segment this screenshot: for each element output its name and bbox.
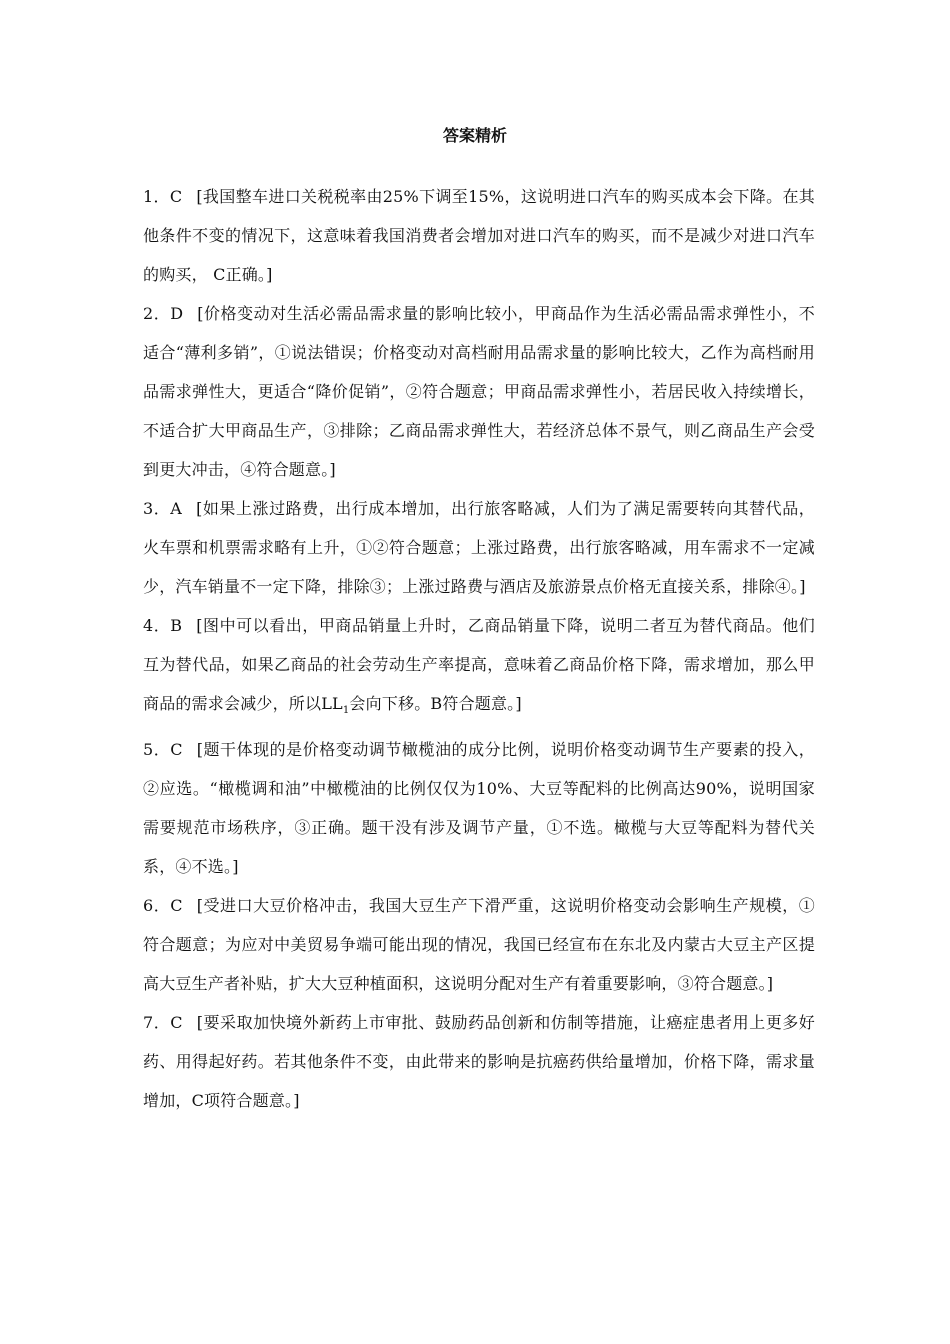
answer-item-3 [143, 489, 815, 606]
page-title: 答案精析 [442, 126, 507, 145]
answer-item-4 [143, 606, 815, 730]
answer-item-6 [143, 886, 815, 1003]
answer-item-5 [143, 730, 815, 886]
item-answer: C [170, 1013, 183, 1033]
item-number: 7． [143, 1013, 171, 1033]
answer-list [143, 177, 815, 1120]
item-answer: C [169, 187, 183, 206]
item-number: 4． [143, 616, 171, 635]
item-explanation-end: 会向下移。B符合题意。] [349, 694, 522, 713]
item-number: 1． [143, 187, 170, 206]
item-explanation: [受进口大豆价格冲击，我国大豆生产下滑严重，这说明价格变动会影响生产规模，①符合题意；为应对中美贸易争端可能出现的情况，我国已经宣布在东北及内蒙古大豆主产区提高大豆生产者补贴，扩大大豆种植面积，这说明分配对生产有着重要影响，③符合题意。] [143, 896, 815, 994]
item-explanation: [图中可以看出，甲商品销量上升时，乙商品销量下降，说明二者互为替代商品。他们互为替代品，如果乙商品的社会劳动生产率提高，意味着乙商品价格下降，需求增加，那么甲商品的需求会减少，所以LL [143, 616, 815, 713]
item-explanation: [要采取加快境外新药上市审批、鼓励药品创新和仿制等措施，让癌症患者用上更多好药、用得起好药。若其他条件不变，由此带来的影响是抗癌药供给量增加，价格下降，需求量增加，C项符合题意。] [143, 1013, 815, 1111]
item-answer: D [170, 304, 184, 323]
item-number: 5． [143, 740, 171, 760]
item-answer: B [170, 616, 183, 635]
item-explanation: [价格变动对生活必需品需求量的影响比较小，甲商品作为生活必需品需求弹性小，不适合“薄利多销”，①说法错误；价格变动对高档耐用品需求量的影响比较大，乙作为高档耐用品需求弹性大，更适合“降价促销”，②符合题意；甲商品需求弹性小，若居民收入持续增长，不适合扩大甲商品生产，③排除；乙商品需求弹性大，若经济总体不景气，则乙商品生产会受到更大冲击，④符合题意。] [143, 304, 815, 479]
answer-item-7 [143, 1003, 815, 1120]
item-answer: C [170, 896, 183, 916]
item-answer: A [170, 499, 183, 518]
item-explanation: [我国整车进口关税税率由25%下调至15%，这说明进口汽车的购买成本会下降。在其他条件不变的情况下，这意味着我国消费者会增加对进口汽车的购买，而不是减少对进口汽车的购买， C正确。] [143, 187, 815, 284]
item-number: 3． [143, 499, 171, 518]
answer-item-1 [143, 177, 815, 294]
item-number: 2． [143, 304, 171, 323]
item-number: 6． [143, 896, 171, 916]
subscript: 1 [342, 705, 350, 717]
answer-item-2 [143, 294, 815, 489]
item-explanation: [题干体现的是价格变动调节橄榄油的成分比例，说明价格变动调节生产要素的投入，②应选。“橄榄调和油”中橄榄油的比例仅仅为10%、大豆等配料的比例高达90%，说明国家需要规范市场秩序，③正确。题干没有涉及调节产量，①不选。橄榄与大豆等配料为替代关系，④不选。] [143, 740, 815, 877]
item-answer: C [170, 740, 183, 760]
item-explanation: [如果上涨过路费，出行成本增加，出行旅客略减，人们为了满足需要转向其替代品，火车票和机票需求略有上升，①②符合题意；上涨过路费，出行旅客略减，用车需求不一定减少，汽车销量不一定下降，排除③；上涨过路费与酒店及旅游景点价格无直接关系，排除④。] [143, 499, 815, 596]
